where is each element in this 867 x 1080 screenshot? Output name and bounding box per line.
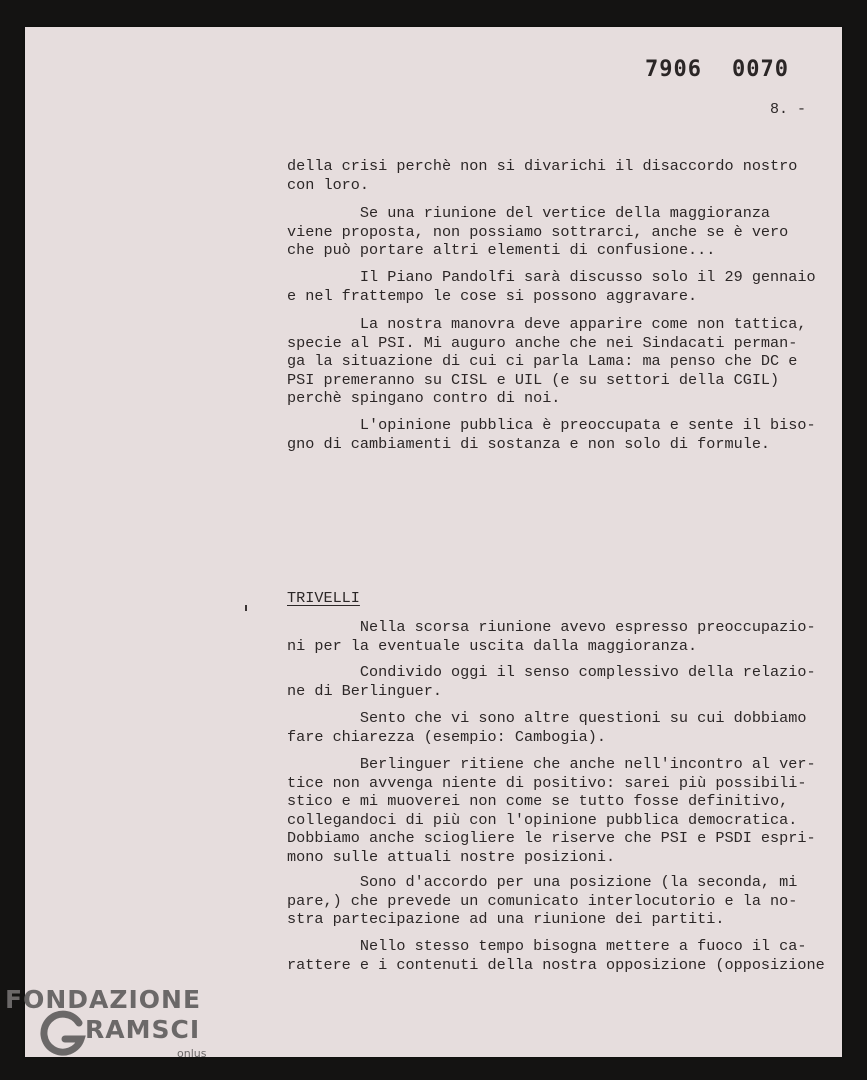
watermark-line-3: onlus xyxy=(177,1047,207,1060)
paragraph: Berlinguer ritiene che anche nell'incontro al ver- tice non avvenga niente di positivo: sarei più possibili- stico e mi muoverei non come se tutto fosse definitivo, collegandoci di più con l'opinione pubblica democratica. Dobbiamo anche sciogliere le riserve che PSI e PSDI espri- mono sulle attuali nostre posizioni. xyxy=(287,755,816,866)
document-number-series: 7906 xyxy=(645,57,702,82)
paragraph: Se una riunione del vertice della maggioranza viene proposta, non possiamo sottrarci, anche se è vero che può portare altri elementi di confusione... xyxy=(287,204,789,260)
document-number xyxy=(645,57,789,82)
page-number: 8. - xyxy=(770,101,807,118)
paragraph: Sono d'accordo per una posizione (la seconda, mi pare,) che prevede un comunicato interlocutorio e la no- stra partecipazione ad una riunione dei partiti. xyxy=(287,873,798,929)
speaker-heading: TRIVELLI xyxy=(287,589,360,607)
watermark-line-2: RAMSCI xyxy=(85,1015,201,1044)
watermark-line-1: FONDAZIONE xyxy=(5,985,202,1014)
paragraph: Condivido oggi il senso complessivo della relazio- ne di Berlinguer. xyxy=(287,663,816,700)
paragraph: Nella scorsa riunione avevo espresso preoccupazio- ni per la eventuale uscita dalla maggioranza. xyxy=(287,618,816,655)
ink-speck xyxy=(245,605,247,611)
gramsci-g-logo-icon xyxy=(39,1009,87,1057)
paragraph: L'opinione pubblica è preoccupata e sente il biso- gno di cambiamenti di sostanza e non solo di formule. xyxy=(287,416,816,453)
paragraph: della crisi perchè non si divarichi il disaccordo nostro con loro. xyxy=(287,157,798,194)
document-page xyxy=(25,27,842,1057)
paragraph: Il Piano Pandolfi sarà discusso solo il 29 gennaio e nel frattempo le cose si possono aggravare. xyxy=(287,268,816,305)
paragraph: Sento che vi sono altre questioni su cui dobbiamo fare chiarezza (esempio: Cambogia). xyxy=(287,709,807,746)
document-number-sheet: 0070 xyxy=(731,57,789,82)
paragraph: La nostra manovra deve apparire come non tattica, specie al PSI. Mi auguro anche che nei Sindacati perman- ga la situazione di cui ci parla Lama: ma penso che DC e PSI premeranno su CISL e UIL (e su settori della CGIL) perchè spingano contro di noi. xyxy=(287,315,807,408)
paragraph: Nello stesso tempo bisogna mettere a fuoco il ca- rattere e i contenuti della nostra opposizione (opposizione xyxy=(287,937,825,974)
